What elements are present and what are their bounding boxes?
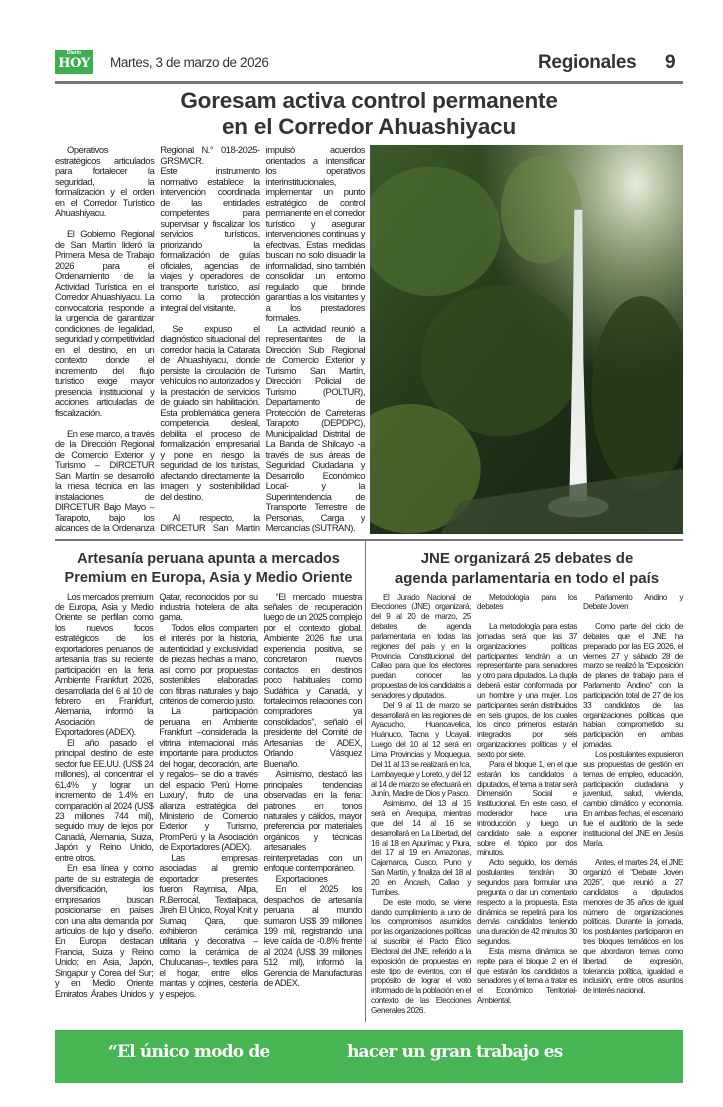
waterfall-photo <box>370 145 683 534</box>
paragraph: Los postulantes expusieron sus propuestas de gestión en temas de empleo, educación, participación ciudadana y juventud, salud, vivienda, cambio climático y economía. En ambas fechas, el escenario fue el auditorio de la sede institucional del JNE en Jesús María. <box>583 750 683 848</box>
main-article <box>55 145 683 534</box>
paragraph: Al respecto, la DIRCETUR San Martín impulsó acuerdos orientados a intensificar los operativos interinstitucionales, implementar un punto estratégico de control permanente en el corredor turístico y asegurar intervenciones continuas y efectivas. Estas medidas buscan no solo disuadir la informalidad, sino también consolidar un entorno regulado que brinde garantías a los visitantes y a los prestadores formales. <box>160 144 365 533</box>
paragraph: Para el bloque 1, en el que estarán los candidatos a diputados, el tema a tratar será Dimensión Social e Institucional. En este caso, el moderador hace una introducción y luego un candidato sale a exponer sobre el tópico por dos minutos. <box>477 759 577 858</box>
paragraph: Del 9 al 11 de marzo se desarrollará en las regiones de Ayacucho, Huancavelica, Huánuco, Tacna y Ucayali. Luego del 10 al 12 será en Lima Provincias y Moquegua. Del 11 al 13 se realizará en Ica, Lambayeque y Loreto, y del 12 al 14 de marzo se efectuará en Junín, Madre de Dios y Pasco. <box>371 700 471 799</box>
paragraph: En esa línea y como parte de su estrategia de diversificación, los empresarios buscan posicionarse en países con una alta demanda por artículos de lujo y diseño. En Europa destacan Francia, Suiza y Reino Unido; en Asia, Japón, Singapur y Corea del Sur; y en Medio Oriente Emiratos Árabes Unidos y Qatar, reconocidos por su industria hotelera de alta gama. <box>55 591 258 999</box>
banner-text-right: hacer un gran trabajo es <box>347 1041 563 1062</box>
paragraph: Las empresas asociadas al gremio exportador presentes fueron Raymisa, Allpa, R.Berrocal, Textialpaca, Jireh El Único, Royal Knit y Sumaq Qara, que exhibieron cerámica utilitaria y decorativa –como la cerámica de Chulucanas–, textiles para el hogar, entre ellos mantas y cojines, cestería y espejos. <box>159 852 258 999</box>
paragraph: En ese marco, a través de la Dirección Regional de Comercio Exterior y Turismo – DIRCETUR San Martín se desarrolló la mesa técnica en las instalaciones de DIRCETUR Bajo Mayo – Tarapoto, bajo los alcances de la Ordenanza Regional N.° 018-2025-GRSM/CR. <box>55 144 260 533</box>
diario-hoy-logo <box>55 50 93 74</box>
paragraph: “El mercado muestra señales de recuperación luego de un 2025 complejo por el contexto global. Ambiente 2026 fue una experiencia positiva, se concretaron nuevos contactos en destinos poco habituales como Sudáfrica y Canadá, y fortalecimos relaciones con compradores ya consolidados”, señaló el presidente del Comité de Artesanías de ADEX, Orlando Vásquez Buenaño. <box>263 591 362 769</box>
section-name: Regionales <box>538 52 637 73</box>
headline-line-2: agenda parlamentaria en todo el país <box>394 569 660 587</box>
headline-line-2: en el Corredor Ahuashiyacu <box>221 114 517 139</box>
paragraph: El Jurado Nacional de Elecciones (JNE) organizará, del 9 al 20 de marzo, 25 debates de agenda parlamentaria en todas las regiones del país y en la Provincia Constitucional del Callao para que los electores puedan conocer las propuestas de los candidatos a senadores y diputados. <box>371 592 471 700</box>
subheading: Metodología para los debates <box>477 592 577 612</box>
banner-text-left: “El único modo de <box>108 1041 270 1062</box>
artesania-headline <box>55 550 362 588</box>
paragraph: Antes, el martes 24, el JNE organizó el “Debate Joven 2026”, que reunió a 27 candidatos a diputados menores de 35 años de igual número de organizaciones políticas. Durante la jornada, los postulantes participaron en tres bloques temáticos en los que abordaron temas como libertad de expresión, tolerancia política, igualdad e inclusión, entre otros asuntos de interés nacional. <box>583 858 683 996</box>
subheading: Exportaciones <box>275 873 328 884</box>
paragraph: Como parte del ciclo de debates que el JNE ha preparado por las EG 2026, el viernes 27 y sábado 28 de marzo se realizó la “Exposición de planes de trabajo para el Parlamento Andino” con la participación total de 27 de los 33 candidatos de las organizaciones políticas que habían comprometido su participación en ambas jornadas. <box>583 622 683 750</box>
quote-banner <box>55 1030 683 1083</box>
paragraph: El año pasado el principal destino de este sector fue EE.UU. (US$ 24 millones), al concentrar el 61.4% y lograr un incremento de 1.4% en comparación al 2024 (US$ 23 millones 744 mil), seguido muy de lejos por Canadá, Alemania, Suiza, Japón y Reino Unido, entre otros. <box>55 737 154 863</box>
logo-small-text: Diario <box>66 50 82 56</box>
paragraph: Asimismo, destacó las principales tendencias observadas en la feria: patrones en tonos naturales y cálidos, mayor preferencia por materiales orgánicos y técnicas artesanales reinterpretadas con un enfoque contemporáneo. <box>263 769 362 874</box>
subheading: Parlamento Andino y Debate Joven <box>583 592 683 612</box>
paragraph: La actividad reunió a representantes de la Dirección Sub Regional de Comercio Exterior y Turismo San Martín, Dirección Policial de Turismo (POLTUR), Departamento de Protección de Carreteras Tarapoto (DEPDPC), Municipalidad Distrital de La Banda de Shilcayo -a través de sus áreas de Seguridad Ciudadana y Desarrollo Económico Local- y la Superintendencia de Transporte Terrestre de Personas, Carga y Mercancías (SUTRAN). <box>265 322 365 533</box>
main-headline <box>55 88 683 140</box>
paragraph: Los mercados premium de Europa, Asia y Medio Oriente se perfilan como los nuevos focos estratégicos de los exportadores peruanos de artesanía tras su reciente participación en la feria Ambiente Frankfurt 2026, desarrollada del 6 al 10 de febrero en Frankfurt, Alemania, informó la Asociación de Exportadores (ADEX). <box>55 591 154 738</box>
headline-line-1: Artesanía peruana apunta a mercados <box>77 550 340 567</box>
paragraph: El Gobierno Regional de San Martín lideró la Primera Mesa de Trabajo 2026 para el Ordenamiento de la Actividad Turística en el Corredor Ahuashiyacu. La convocatoria responde a la urgencia de garantizar condiciones de legalidad, seguridad y competitividad en el destino, en un contexto donde el incremento del flujo turístico exige mayor presencia institucional y acciones articuladas de fiscalización. <box>55 228 155 418</box>
masthead <box>55 50 683 81</box>
paragraph: Acto seguido, los demás postulantes tendrán 30 segundos para formular una pregunta o dar un comentario respecto a la propuesta. Esta dinámica se repetirá para los demás candidatos teniendo una duración de 42 minutos 30 segundos. <box>477 858 577 947</box>
paragraph: Este instrumento normativo establece la intervención coordinada de las entidades competentes para supervisar y fiscalizar los servicios turísticos, priorizando la formalización de guías oficiales, agencias de viajes y operadores de transporte turístico, así como la protección integral del visitante. <box>160 165 260 313</box>
bottom-articles <box>55 541 683 1022</box>
paragraph: En el 2025 los despachos de artesanía peruana al mundo sumaron US$ 39 millones 199 mil, registrando una leve caída de -0.8% frente al 2024 (US$ 39 millones 512 mil), informó la Gerencia de Manufacturas de ADEX. <box>263 884 362 989</box>
paragraph: Se expuso el diagnóstico situacional del corredor hacia la Catarata de Ahuashiyacu, donde persiste la circulación de vehículos no autorizados y la prestación de servicios de guiado sin habilitación. Esta problemática genera competencia desleal, debilita el proceso de formalización empresarial y pone en riesgo la seguridad de los turistas, afectando directamente la imagen y sostenibilidad del destino. <box>160 322 260 502</box>
artesania-article <box>55 541 365 1022</box>
logo-big-text: HOY <box>58 56 90 71</box>
header-rule <box>55 81 683 84</box>
jne-headline <box>371 549 683 589</box>
page-number: 9 <box>665 52 676 73</box>
jne-article-body <box>371 593 683 1022</box>
paragraph: La metodología para estas jornadas será que las 37 organizaciones políticas participantes tendrán a un representante para senadores y otro para diputados. La dupla deberá estar conformada por un hombre y una mujer. Los participantes serán distribuidos en seis grupos, de los cuales los cinco primeros estarán integrados por seis organizaciones políticas y el sexto por siete. <box>477 622 577 759</box>
issue-date: Martes, 3 de marzo de 2026 <box>110 55 269 70</box>
headline-line-1: Goresam activa control permanente <box>180 88 558 113</box>
headline-line-1: JNE organizará 25 debates de <box>420 549 634 567</box>
headline-line-2: Premium en Europa, Asia y Medio Oriente <box>64 569 353 586</box>
paragraph: Esta misma dinámica se repite para el bloque 2 en el que estarán los candidatos a senadores y el tema a tratar es el Económico Territorial-Ambiental. <box>477 946 577 1006</box>
main-article-body <box>55 145 365 534</box>
paragraph: Todos ellos comparten el interés por la historia, autenticidad y exclusividad de piezas hechas a mano, así como por propuestas sostenibles elaboradas con fibras naturales y bajo criterios de comercio justo. <box>159 622 258 707</box>
paragraph: De este modo, se viene dando cumplimiento a uno de los compromisos asumidos por las organizaciones políticas al suscribir el Pacto Ético Electoral del JNE, referido a la exposición de propuestas en este tipo de eventos, con el propósito de lograr el voto informado de la población en el contexto de las Elecciones Generales 2026. <box>371 897 471 1015</box>
paragraph: Operativos estratégicos articulados para fortalecer la seguridad, la formalización y el orden en el Corredor Turístico Ahuashiyacu. <box>55 144 155 218</box>
paragraph: La participación peruana en Ambiente Frankfurt –considerada la vitrina internacional más importante para productos del hogar, decoración, arte y regalos– se dio a través del espacio 'Perú Home Luxury', fruto de una alianza estratégica del Ministerio de Comercio Exterior y Turismo, PromPerú y la Asociación de Exportadores (ADEX). <box>159 706 258 853</box>
paragraph: Asimismo, del 13 al 15 será en Arequipa, mientras que del 14 al 16 se desarrollará en La Libertad, del 16 al 18 en Apurímac y Piura, del 17 al 19 en Amazonas, Cajamarca, Cusco, Puno y San Martín, y finaliza del 18 al 20 en Áncash, Callao y Tumbes. <box>371 799 471 897</box>
artesania-article-body <box>55 592 362 1000</box>
jne-article <box>365 541 683 1022</box>
waterfall-image <box>370 145 683 534</box>
